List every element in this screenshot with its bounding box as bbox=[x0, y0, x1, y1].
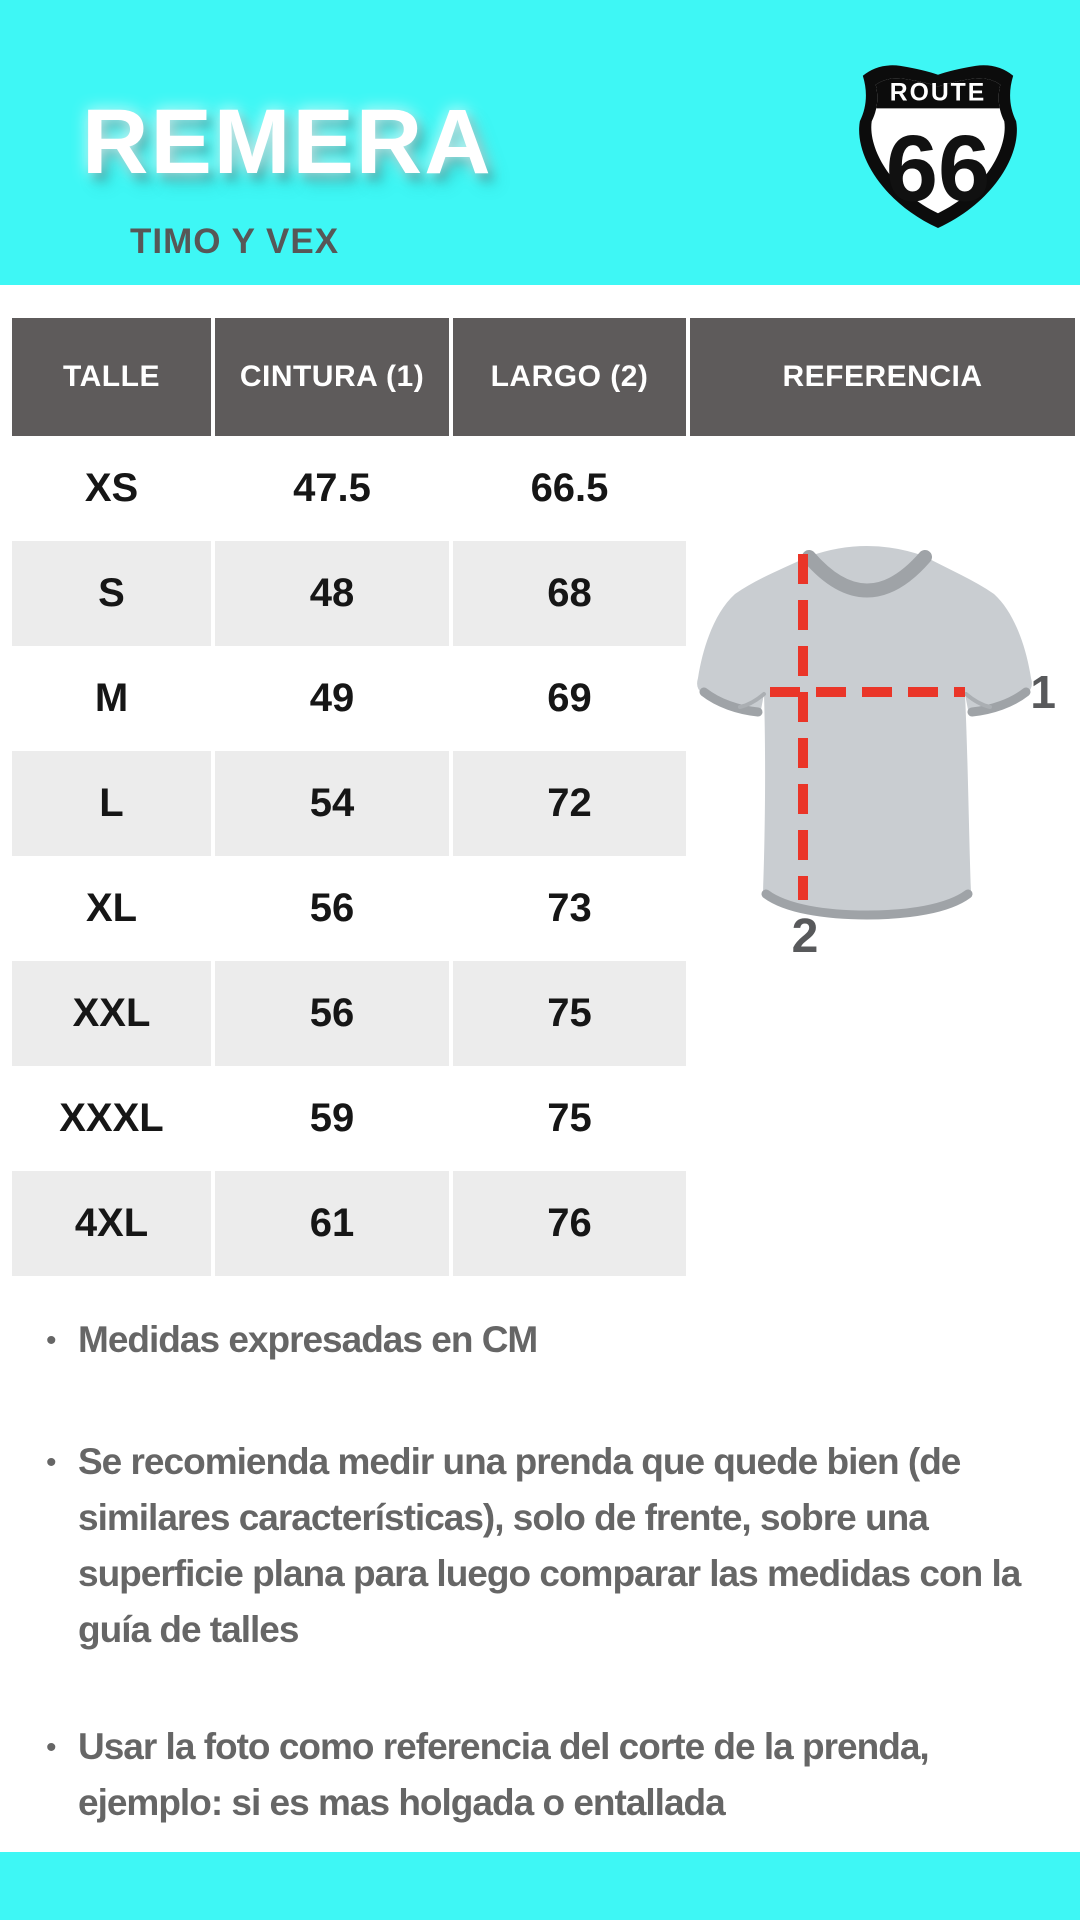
col-header-cintura: CINTURA (1) bbox=[215, 318, 449, 436]
route-66-badge-icon bbox=[853, 50, 1023, 232]
length-measure-label: 2 bbox=[791, 910, 819, 963]
cell-largo: 76 bbox=[453, 1171, 686, 1276]
cell-cintura: 48 bbox=[215, 541, 449, 646]
width-measure-label: 1 bbox=[1030, 666, 1056, 718]
cell-talle: XXL bbox=[12, 961, 211, 1066]
cell-largo: 73 bbox=[453, 856, 686, 961]
cell-largo: 72 bbox=[453, 751, 686, 856]
col-header-largo: LARGO (2) bbox=[453, 318, 686, 436]
col-header-talle: TALLE bbox=[12, 318, 211, 436]
note-line: guía de talles bbox=[78, 1609, 299, 1650]
cell-largo: 75 bbox=[453, 1066, 686, 1171]
bullet-icon: • bbox=[46, 1446, 57, 1479]
col-header-referencia: REFERENCIA bbox=[690, 318, 1075, 436]
cell-largo: 75 bbox=[453, 961, 686, 1066]
note-line: Usar la foto como referencia del corte de la prenda, bbox=[78, 1726, 929, 1767]
cell-talle: S bbox=[12, 541, 211, 646]
cell-talle: 4XL bbox=[12, 1171, 211, 1276]
tshirt-body bbox=[697, 546, 1032, 914]
note-how-to-measure bbox=[46, 1434, 1020, 1658]
note-line: Se recomienda medir una prenda que quede bien (de bbox=[78, 1441, 961, 1482]
note-line: ejemplo: si es mas holgada o entallada bbox=[78, 1782, 725, 1823]
cell-talle: XS bbox=[12, 436, 211, 541]
bullet-icon: • bbox=[46, 1324, 57, 1357]
page-subtitle: TIMO Y VEX bbox=[130, 222, 340, 261]
note-line: similares características), solo de frente, sobre una bbox=[78, 1497, 928, 1538]
cell-cintura: 47.5 bbox=[215, 436, 449, 541]
tshirt-diagram bbox=[660, 520, 1080, 980]
badge-route-text: ROUTE bbox=[889, 79, 987, 107]
note-photo-reference bbox=[46, 1719, 929, 1831]
cell-cintura: 56 bbox=[215, 856, 449, 961]
cell-talle: M bbox=[12, 646, 211, 751]
note-line: superficie plana para luego comparar las medidas con la bbox=[78, 1553, 1021, 1594]
cell-cintura: 54 bbox=[215, 751, 449, 856]
cell-talle: XXXL bbox=[12, 1066, 211, 1171]
cell-largo: 66.5 bbox=[453, 436, 686, 541]
cell-largo: 69 bbox=[453, 646, 686, 751]
cell-cintura: 56 bbox=[215, 961, 449, 1066]
note-units bbox=[46, 1312, 537, 1368]
cell-talle: XL bbox=[12, 856, 211, 961]
badge-number-text: 66 bbox=[885, 115, 991, 221]
cell-talle: L bbox=[12, 751, 211, 856]
cell-cintura: 59 bbox=[215, 1066, 449, 1171]
footer-band bbox=[0, 1852, 1080, 1920]
page-title: REMERA bbox=[82, 91, 493, 193]
bullet-icon: • bbox=[46, 1731, 57, 1764]
cell-cintura: 61 bbox=[215, 1171, 449, 1276]
note-line: Medidas expresadas en CM bbox=[78, 1319, 538, 1360]
cell-largo: 68 bbox=[453, 541, 686, 646]
cell-cintura: 49 bbox=[215, 646, 449, 751]
